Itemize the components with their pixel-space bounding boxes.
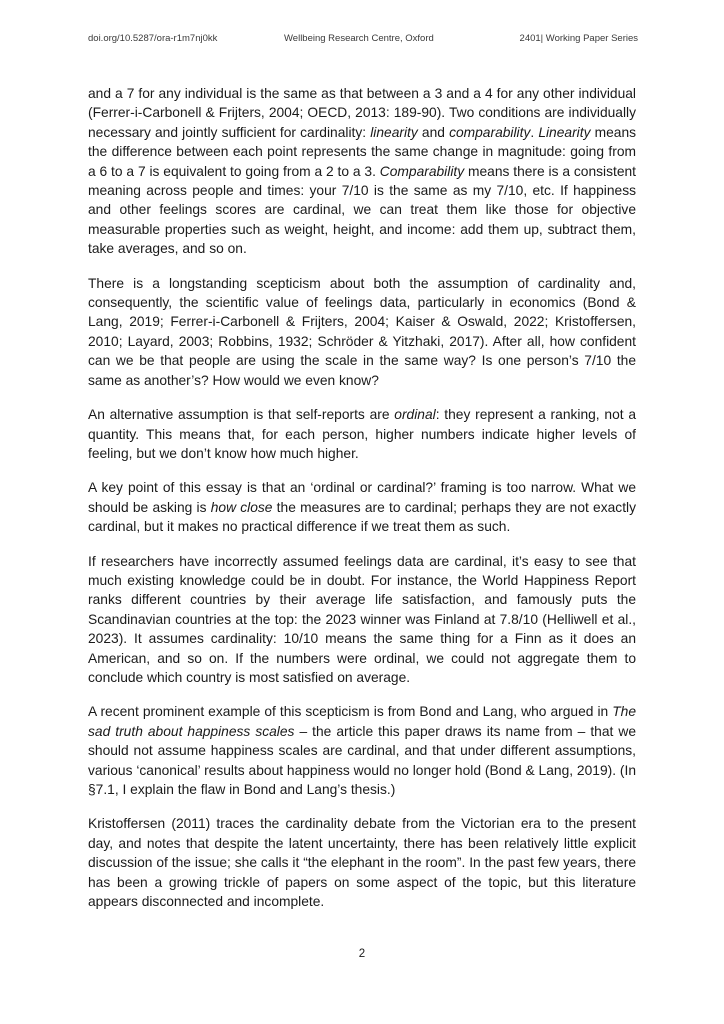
paragraph xyxy=(88,478,636,536)
text-run: the measures are to cardinal; perhaps they are not exactly cardinal, but it makes no practical difference if we treat them as such. xyxy=(88,499,636,535)
text-run: Kristoffersen (2011) traces the cardinality debate from the Victorian era to the present day, and notes that despite the latent uncertainty, there has been relatively little explicit discussion of the issue; she calls it “the elephant in the room”. In the past few years, there has been a growing trickle of papers on some aspect of the topic, but this literature appears disconnected and incomplete. xyxy=(88,816,636,910)
text-run: If researchers have incorrectly assumed feelings data are cardinal, it’s easy to see that much existing knowledge could be in doubt. For instance, the World Happiness Report ranks different countries by their average life satisfaction, and famously puts the Scandinavian countries at the top: the 2023 winner was Finland at 7.8/10 (Helliwell et al., 2023). It assumes cardinality: 10/10 means the same thing for a Finn as it does an American, and so on. If the numbers were ordinal, we could not aggregate them to conclude which country is most satisfied on average. xyxy=(88,553,636,685)
italic-text: Comparability xyxy=(379,163,465,179)
italic-text: The sad truth about happiness scales xyxy=(88,704,636,739)
research-centre-name: Wellbeing Research Centre, Oxford xyxy=(284,33,434,44)
text-run: : they represent a ranking, not a quantity. This means that, for each person, higher numbers indicate higher levels of feeling, but we don’t know how much higher. xyxy=(88,407,636,461)
text-run: A key point of this essay is that an ‘ordinal or cardinal?’ framing is too narrow. What we should be asking is xyxy=(88,480,636,515)
paragraph xyxy=(88,814,636,911)
running-header xyxy=(88,33,638,47)
working-paper-series: 2401| Working Paper Series xyxy=(519,33,638,44)
text-run: means the difference between each point represents the same change in magnitude: going from a 6 to a 7 is equivalent to going from a 2 to a 3. xyxy=(88,124,637,179)
paragraph xyxy=(88,405,636,463)
italic-text: linearity xyxy=(370,124,418,140)
text-run: means there is a consistent meaning across people and times: your 7/10 is the same as my 7/10, etc. If happiness and other feelings scores are cardinal, we can treat them like those for objective measurable properties such as weight, height, and income: add them up, subtract them, take averages, and so on. xyxy=(88,163,637,257)
text-run: – the article this paper draws its name from – that we should not assume happiness scales are cardinal, and that under different assumptions, various ‘canonical’ results about happiness would no longer hold (Bond & Lang, 2019). (In §7.1, I explain the flaw in Bond and Lang’s thesis.) xyxy=(88,723,636,797)
italic-text: Linearity xyxy=(538,124,591,140)
text-run: There is a longstanding scepticism about both the assumption of cardinality and, consequently, the scientific value of feelings data, particularly in economics (Bond & Lang, 2019; Ferrer-i-Carbonell & Frijters, 2004; Kaiser & Oswald, 2022; Kristoffersen, 2010; Layard, 2003; Robbins, 1932; Schröder & Yitzhaki, 2017). After all, how confident can we be that people are using the scale in the same way? Is one person’s 7/10 the same as another’s? How would we even know? xyxy=(88,275,636,388)
page-number: 2 xyxy=(358,948,366,960)
italic-text: ordinal xyxy=(394,407,436,423)
italic-text: how close xyxy=(210,499,273,515)
italic-text: comparability xyxy=(449,124,531,140)
paragraph xyxy=(88,552,636,688)
text-run: . xyxy=(530,124,539,140)
body-text xyxy=(88,84,636,926)
paragraph xyxy=(88,702,636,799)
paragraph xyxy=(88,84,636,259)
text-run: and a 7 for any individual is the same as that between a 3 and a 4 for any other individual (Ferrer-i-Carbonell & Frijters, 2004; OECD, 2013: 189-90). Two conditions are individually necessary and jointly sufficient for cardinality: xyxy=(88,86,636,140)
doi-link[interactable]: doi.org/10.5287/ora-r1m7nj0kk xyxy=(88,33,218,44)
text-run: A recent prominent example of this scepticism is from Bond and Lang, who argued in xyxy=(88,704,613,720)
text-run: and xyxy=(417,124,450,140)
text-run: An alternative assumption is that self-reports are xyxy=(88,407,395,423)
paragraph xyxy=(88,274,636,390)
